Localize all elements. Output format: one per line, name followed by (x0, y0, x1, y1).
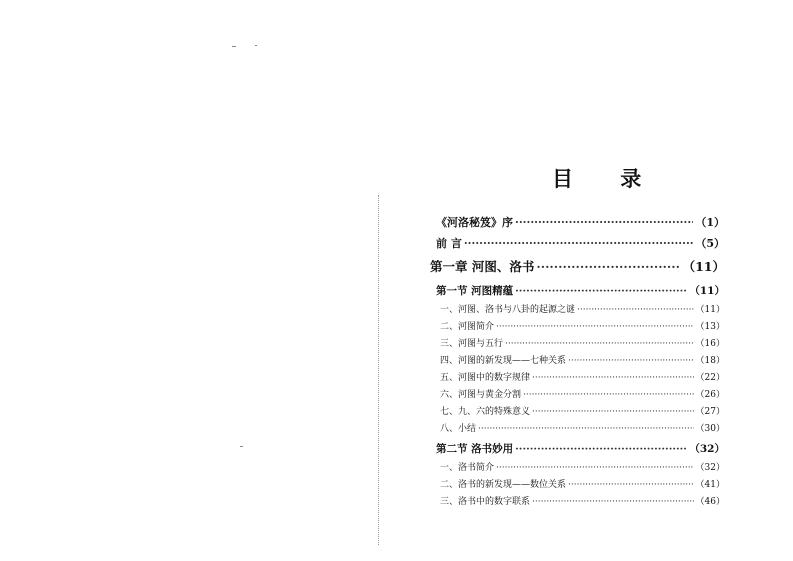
toc-entry-page: （11） (695, 305, 725, 315)
dot-leader (515, 212, 693, 233)
toc-entry-page: （22） (695, 373, 725, 383)
toc-entry[interactable] (436, 212, 725, 233)
toc-entry[interactable] (440, 404, 725, 421)
dot-leader (532, 404, 694, 421)
left-page (0, 0, 378, 561)
dot-leader (568, 353, 694, 370)
toc-entry[interactable] (440, 336, 725, 353)
toc-entry-title: 二、洛书的新发现——数位关系 (440, 480, 567, 490)
dot-leader (505, 336, 694, 353)
toc-entry[interactable] (440, 370, 725, 387)
scan-speck (232, 46, 236, 47)
toc-entry[interactable] (436, 438, 725, 460)
toc-entry[interactable] (440, 494, 725, 511)
toc-entry-page: （41） (695, 480, 725, 490)
toc-entry-title: 八、小结 (440, 424, 477, 434)
toc-entry-page: （16） (695, 339, 725, 349)
toc-entry-title: 一、河图、洛书与八卦的起源之谜 (440, 305, 576, 315)
toc-entry-page: （30） (695, 424, 725, 434)
toc-entry[interactable] (440, 460, 725, 477)
toc-entry-title: 第一节 河图精蕴 (436, 285, 514, 297)
toc-entry[interactable] (440, 319, 725, 336)
toc-entry-page: （5） (695, 237, 725, 250)
toc-entry-page: （32） (689, 443, 725, 455)
toc-entry-title: 七、九、六的特殊意义 (440, 407, 531, 417)
dot-leader (568, 477, 694, 494)
toc-entry-page: （11） (689, 285, 725, 297)
toc-entry-title: 一、洛书简介 (440, 463, 495, 473)
toc-entry-page: （1） (695, 216, 725, 229)
dot-leader (515, 438, 687, 460)
toc-entry[interactable] (436, 280, 725, 302)
dot-leader (496, 319, 694, 336)
dot-leader (464, 233, 694, 254)
toc-entry-page: （32） (695, 463, 725, 473)
toc-entry-page: （46） (695, 497, 725, 507)
toc-entry-page: （18） (695, 356, 725, 366)
scan-speck (255, 45, 257, 46)
toc-entry[interactable] (436, 233, 725, 254)
toc-entry-title: 二、河图简介 (440, 322, 495, 332)
toc-entry-title: 《河洛秘笈》序 (436, 216, 513, 229)
toc-entry-title: 第二节 洛书妙用 (436, 443, 514, 455)
scan-speck (240, 446, 243, 447)
page-gutter (378, 195, 380, 545)
toc-entry-title: 五、河图中的数字规律 (440, 373, 531, 383)
toc-entry-title: 前 言 (436, 237, 462, 250)
toc-entry[interactable] (430, 254, 725, 280)
dot-leader (532, 370, 694, 387)
toc-entry-page: （26） (695, 390, 725, 400)
toc-entry[interactable] (440, 421, 725, 438)
dot-leader (496, 460, 694, 477)
toc-entry-page: （27） (695, 407, 725, 417)
dot-leader (515, 280, 687, 302)
toc-entry-title: 三、河图与五行 (440, 339, 504, 349)
dot-leader (536, 254, 680, 280)
toc-entry[interactable] (440, 302, 725, 319)
dot-leader (577, 302, 694, 319)
dot-leader (532, 494, 694, 511)
toc-entry-title: 四、河图的新发现——七种关系 (440, 356, 567, 366)
toc-entry-title: 三、洛书中的数字联系 (440, 497, 531, 507)
toc-entry-title: 第一章 河图、洛书 (430, 259, 535, 274)
dot-leader (523, 387, 694, 404)
toc-entry-title: 六、河图与黄金分割 (440, 390, 522, 400)
toc-entry[interactable] (440, 353, 725, 370)
toc-entry-page: （13） (695, 322, 725, 332)
toc-list (430, 212, 725, 511)
contents-title: 目 录 (552, 166, 662, 191)
dot-leader (478, 421, 694, 438)
toc-entry-page: （11） (682, 259, 725, 274)
toc-entry[interactable] (440, 477, 725, 494)
toc-entry[interactable] (440, 387, 725, 404)
